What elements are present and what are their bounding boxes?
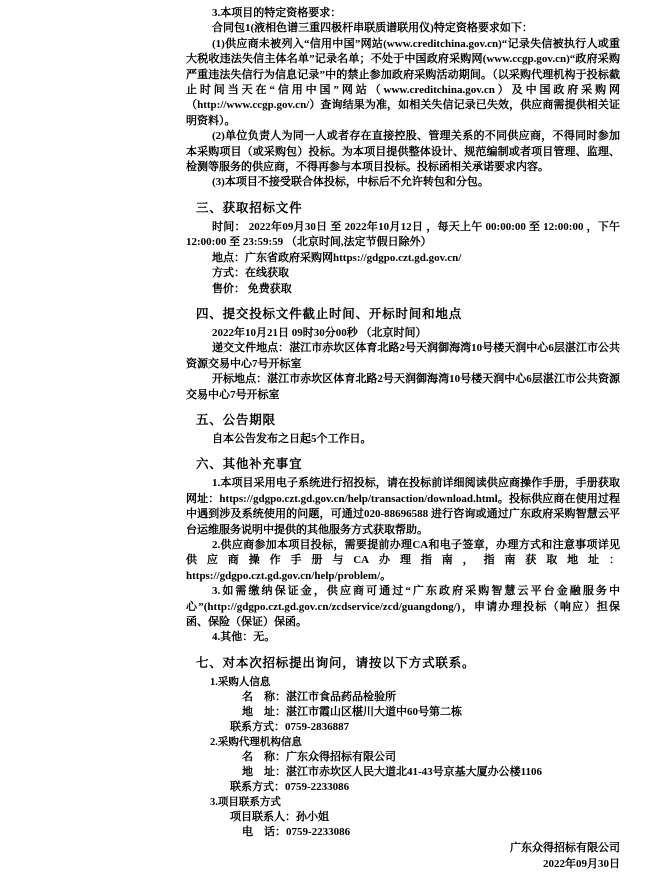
other-matters-item-2: 2.供应商参加本项目投标，需要提前办理CA和电子签章，办理方式和注意事项详见供应商操作手册与CA办理指南，指南获取地址：https://gdgpo.czt.gd.gov.cn/help/problem/。: [186, 538, 620, 582]
qualification-item-3: (3)本项目不接受联合体投标，中标后不允许转包和分包。: [212, 176, 489, 189]
section-heading-submission-and-opening: 四、提交投标文件截止时间、开标时间和地点: [196, 306, 463, 321]
opening-location-line: 开标地点：湛江市赤坎区体育北路2号天润御海湾10号楼天润中心6层湛江市公共资源交易中心7号开标室: [186, 373, 620, 401]
section-heading-announcement-period: 五、公告期限: [196, 412, 276, 427]
contract-package-1-line: 合同包1(液相色谱三重四极杆串联质谱联用仪)特定资格要求如下：: [212, 22, 533, 35]
agency-name-line: 名 称：广东众得招标有限公司: [242, 750, 396, 763]
special-qualification-requirements-line: 3.本项目的特定资格要求：: [212, 7, 342, 19]
tender-doc-price-line: 售价： 免费获取: [212, 282, 292, 295]
submission-location-line: 递交文件地点：湛江市赤坎区体育北路2号天润御海湾10号楼天润中心6层湛江市公共资源交易中心7号开标室: [186, 342, 620, 370]
announcement-period-line: 自本公告发布之日起5个工作日。: [212, 432, 372, 445]
agency-info-title: 2.采购代理机构信息: [210, 736, 302, 748]
section-heading-contact-methods: 七、对本次招标提出询问，请按以下方式联系。: [196, 655, 476, 670]
agency-address-line: 地 址：湛江市赤坎区人民大道北41-43号京基大厦办公楼1106: [242, 765, 543, 778]
tender-doc-method-line: 方式：在线获取: [212, 267, 289, 280]
project-contact-title: 3.项目联系方式: [210, 796, 281, 808]
signature-company: 广东众得招标有限公司: [510, 841, 620, 854]
tender-doc-time-line: 时间： 2022年09月30日 至 2022年10月12日 ，每天上午 00:00:00 至 12:00:00 ，下午 12:00:00 至 23:59:59 （北京时间,法定节假日除外）: [186, 220, 620, 249]
qualification-item-2: (2)单位负责人为同一人或者存在直接控股、管理关系的不同供应商，不得同时参加本采购项目（或采购包）投标。为本项目提供整体设计、规范编制或者项目管理、监理、检测等服务的供应商，不得再参与本项目投标。投标函相关承诺要求内容。: [186, 130, 620, 174]
purchaser-address-line: 地 址：湛江市霞山区椹川大道中60号第二栋: [242, 705, 462, 718]
tender-doc-location-line: 地点：广东省政府采购网https://gdgpo.czt.gd.gov.cn/: [212, 251, 462, 264]
signature-date: 2022年09月30日: [543, 858, 620, 871]
project-contact-person-line: 项目联系人：孙小姐: [230, 810, 329, 823]
section-heading-obtain-tender-documents: 三、获取招标文件: [196, 200, 303, 215]
agency-contact-line: 联系方式：0759-2233086: [230, 780, 350, 793]
other-matters-item-1: 1.本项目采用电子系统进行招投标，请在投标前详细阅读供应商操作手册，手册获取网址：https://gdgpo.czt.gd.gov.cn/help/transaction/download.html。投标供应商在使用过程中遇到涉及系统使用的问题，可通过020-88696588 进行咨询或通过广东政府采购智慧云平台运维服务说明中提供的其他服务方式获取帮助。: [186, 477, 620, 536]
section-heading-other-matters: 六、其他补充事宜: [196, 457, 303, 472]
project-contact-phone-line: 电 话：0759-2233086: [242, 825, 351, 838]
purchaser-name-line: 名 称：湛江市食品药品检验所: [242, 690, 396, 703]
other-matters-item-3: 3.如需缴纳保证金，供应商可通过“广东政府采购智慧云平台金融服务中心”(http://gdgpo.czt.gd.gov.cn/zcdservice/zcd/guangdong/)，申请办理投标（响应）担保函、保险（保证）保函。: [186, 585, 620, 628]
purchaser-contact-line: 联系方式：0759-2836887: [230, 720, 350, 733]
bid-deadline-line: 2022年10月21日 09时30分00秒 （北京时间）: [212, 326, 427, 339]
purchaser-info-title: 1.采购人信息: [210, 676, 271, 688]
qualification-item-1: (1)供应商未被列入“信用中国”网站(www.creditchina.gov.cn)“记录失信被执行人或重大税收违法失信主体名单”记录名单；不处于中国政府采购网(www.ccgp.gov.cn)“政府采购严重违法失信行为信息记录”中的禁止参加政府采购活动期间。（以采购代理机构于投标截止时间当天在“信用中国”网站（www.creditchina.gov.cn）及中国政府采购网（http://www.ccgp.gov.cn/）查询结果为准，如相关失信记录已失效，供应商需提供相关证明资料）。: [186, 37, 620, 127]
other-matters-item-4: 4.其他：无。: [212, 631, 276, 644]
